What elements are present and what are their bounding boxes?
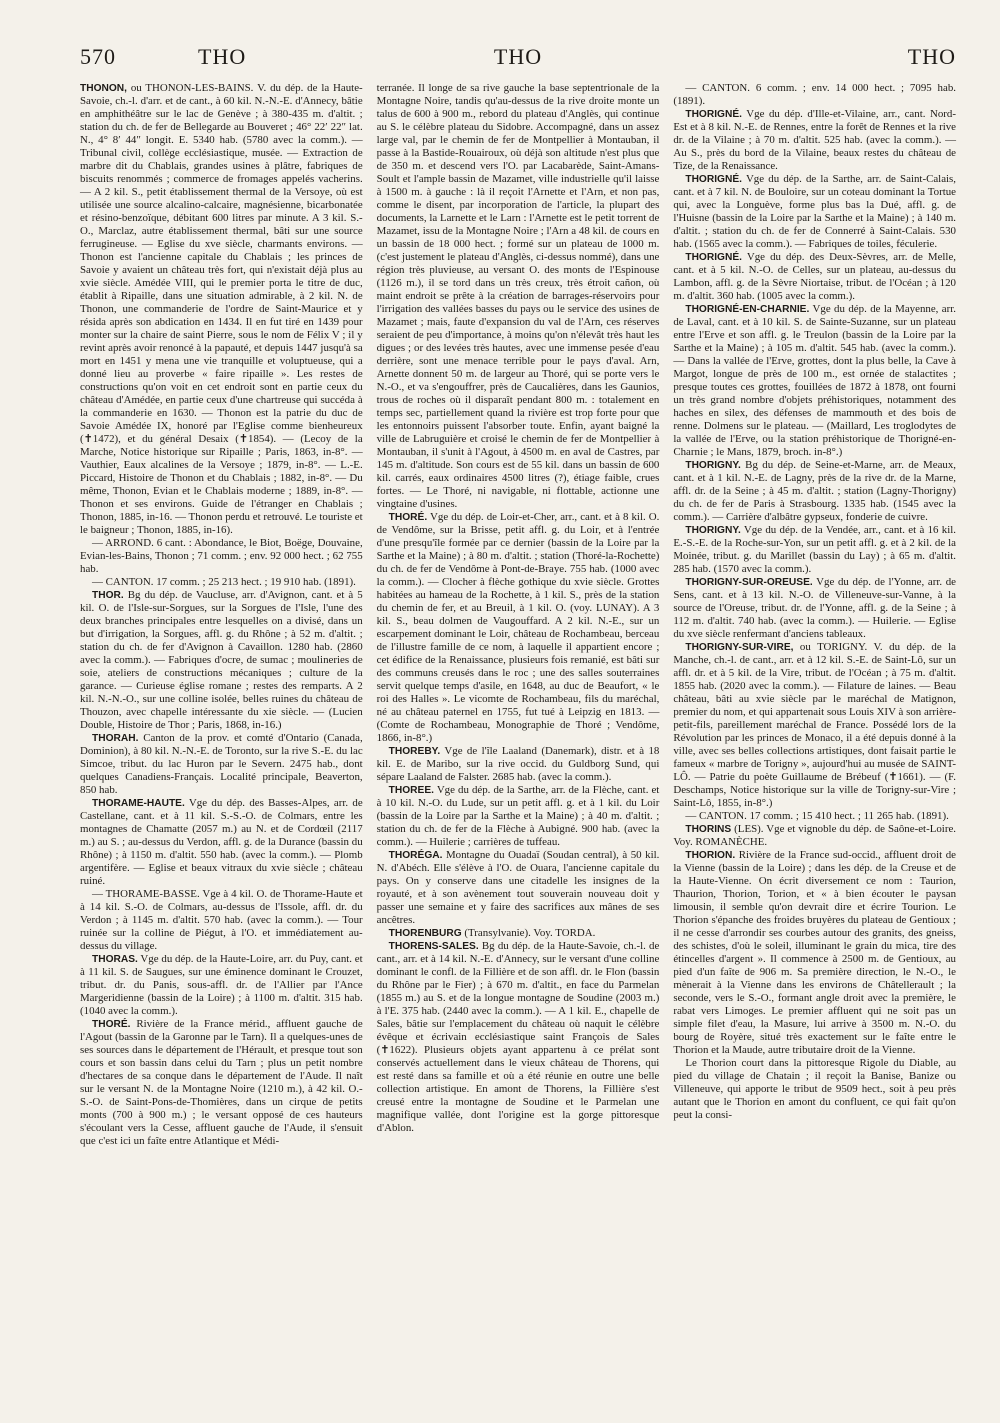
entry-headword: THOREE. xyxy=(388,785,434,796)
dictionary-entry xyxy=(377,940,660,1135)
entry-headword: THORAME-HAUTE. xyxy=(92,798,185,809)
dictionary-entry xyxy=(673,823,956,849)
entry-text: Vge du dép. de l'Yonne, arr. de Sens, cant. et à 13 kil. N.-O. de Villeneuve-sur-Vanne, à la source de l'Oreuse, tribut. dr. de l'Yonne, affl. g. de la Seine ; à 112 m. d'altit. 740 hab. (avec la comm.). — Huilerie. — Eglise du xve siècle renfermant d'anciens tableaux. xyxy=(673,576,957,640)
entry-text: Vge du dép. d'Ille-et-Vilaine, arr., cant. Nord-Est et à 8 kil. N.-E. de Rennes, entre la forêt de Rennes et la rive dr. de la Vilaine ; à 70 m. d'altit. 525 hab. (avec la comm.). — Au S., près du bord de la Vilaine, beaux restes du château de Tize, de la Renaissance. xyxy=(673,108,957,172)
entry-text: Bg du dép. de Vaucluse, arr. d'Avignon, cant. et à 5 kil. O. de l'Isle-sur-Sorgues, sur la Sorgues de l'Isle, l'une des deux branches principales entre lesquelles on a divisé, dans un but d'irrigation, la Sorgues, affl. g. du Rhône ; à 52 m. d'altit. ; station du ch. de fer d'Avignon à Cavaillon. 1280 hab. (2860 avec la comm.). — Fabriques d'ocre, de sumac ; moulineries de soie, ateliers de constructions mécaniques ; culture de la garance. — Curieuse église romane ; restes des remparts. A 2 kil. N.-N.-O., sur une colline isolée, belles ruines du château de Thouzon, avec chapelle intéressante du xie siècle. — (Lucien Double, Histoire de Thor ; Paris, 1868, in-16.) xyxy=(80,589,363,731)
dictionary-entry xyxy=(377,82,660,511)
dictionary-entry xyxy=(673,173,956,251)
running-head-right: THO xyxy=(907,44,956,69)
dictionary-entry xyxy=(377,927,660,940)
dictionary-entry xyxy=(80,537,363,576)
entry-text: — CANTON. 17 comm. ; 15 410 hect. ; 11 265 hab. (1891). xyxy=(685,810,949,822)
entry-text: Le Thorion court dans la pittoresque Rigole du Diable, au pied du village de Chatain ; il reçoit la Banise, Banize ou Villeneuve, qui apporte le tribut de 9509 hect., soit à peu près autant que le Thorion en amont du confluent, ce qui fait qu'on peut la consi- xyxy=(673,1057,957,1121)
entry-text: Rivière de la France mérid., affluent gauche de l'Agout (bassin de la Garonne par le Tarn). Il a quelques-unes de ses sources dans le département de l'Hérault, et presque tout son cours et son bassin dans celui du Tarn ; plus un petit nombre d'hectares de sa conque dans le département de l'Aude. Il naît sur le versant N. de la Montagne Noire (1210 m.), à 42 kil. O.-S.-O. de Saint-Pons-de-Thomières, dans un cirque de petits monts (700 à 900 m.) ; le versant opposé de ces hauteurs s'écoulant vers la Cesse, affluent gauche de l'Aude, il s'ensuit que c'est ici un faîte entre Atlantique et Médi- xyxy=(80,1018,363,1147)
entry-headword: THOR. xyxy=(92,590,124,601)
entry-headword: THORIGNÉ-EN-CHARNIE. xyxy=(685,304,810,315)
dictionary-entry xyxy=(673,1057,956,1122)
entry-headword: THORIGNY-SUR-OREUSE. xyxy=(685,577,813,588)
dictionary-entry xyxy=(673,251,956,303)
dictionary-entry xyxy=(80,953,363,1018)
entry-text: (LES). Vge et vignoble du dép. de Saône-et-Loire. Voy. ROMANÈCHE. xyxy=(673,823,957,848)
entry-headword: THORÉ. xyxy=(92,1019,131,1030)
dictionary-entry xyxy=(673,303,956,459)
entry-headword: THORIGNÉ. xyxy=(685,174,742,185)
entry-text: — THORAME-BASSE. Vge à 4 kil. O. de Thorame-Haute et à 14 kil. S.-O. de Colmars, au-dessus de l'Issole, affl. dr. du Verdon ; à 1145 m. d'altit. 570 hab. (avec la comm.). — Tour ruinée sur la colline de Piégut, à l'O. et immédiatement au-dessus du village. xyxy=(80,888,363,952)
dictionary-entry xyxy=(673,849,956,1057)
entry-headword: THONON, xyxy=(80,83,127,94)
entry-text: Rivière de la France sud-occid., affluent droit de la Vienne (bassin de la Loire) ; dans les dép. de la Creuse et de la Haute-Vienne. On écrit diversement ce nom : Taurion, Thaurion, Thorion, Torion, et « à bien écouter le paysan limousin, il semble qu'on devrait dire et écrire Tourion. Le Thorion s'épanche des froides bruyères du plateau de Gentioux ; il ne cesse d'arrondir ses courbes autour des granits, des gneiss, des schistes, d'où le soleil, illuminant le grain du mica, tire des étincelles d'argent ». Il commence à 2500 m. de Gentioux, au pied d'un faîte de 906 m. Sa première direction, le N.-O., le mènerait à la Vienne dans les environs de Châtellerault ; la seconde, vers le S.-O., formant angle droit avec la première, le rabat vers Limoges. Le premier affluent qui ne soit pas un simple filet d'eau, la Masure, lui arrive à 3500 m. N.-O. du bourg de Royère, situé très exactement sur le faîte entre le Thorion et la Maude, autre tributaire droit de la Vienne. xyxy=(673,849,957,1056)
dictionary-entry xyxy=(80,1018,363,1148)
dictionary-entry xyxy=(673,576,956,641)
entry-headword: THORIGNY-SUR-VIRE, xyxy=(685,642,794,653)
entry-text: Vge de l'île Laaland (Danemark), distr. et à 18 kil. E. de Maribo, sur la rive occid. du Guldborg Sund, qui sépare Laaland de Falster. 2685 hab. (avec la comm.). xyxy=(376,745,660,783)
column-3 xyxy=(673,82,956,1402)
entry-headword: THORIGNÉ. xyxy=(685,252,742,263)
running-head-left: THO xyxy=(198,44,247,69)
entry-headword: THORAH. xyxy=(92,733,139,744)
running-head-center: THO xyxy=(493,44,543,69)
dictionary-entry xyxy=(80,589,363,732)
dictionary-entry xyxy=(673,810,956,823)
entry-headword: THORÉ. xyxy=(388,512,428,523)
entry-text: (Transylvanie). Voy. TORDA. xyxy=(461,927,596,939)
column-1 xyxy=(80,82,363,1402)
entry-text: ou TORIGNY. V. du dép. de la Manche, ch.-l. de cant., arr. et à 12 kil. S.-E. de Saint-Lô, sur un affl. dr. et à 5 kil. de la Vire, tribut. de l'Océan ; à 75 m. d'altit. 1855 hab. (2020 avec la comm.). — Filature de laines. — Beau château, bâti au xvie siècle par le maréchal de Matignon, premier du nom, et qui appartenait sous Louis XIV à son arrière-petit-fils, pareillement maréchal de France. Possédé lors de la Révolution par les princes de Monaco, il a été depuis donné à la ville, avec ses belles collections artistiques, dont faisait partie le fameux « marbre de Torigny », aujourd'hui au musée de SAINT-LÔ. — Patrie du poète Guillaume de Brébeuf (✝1661). — (F. Deschamps, Notice historique sur la ville de Torigny-sur-Vire ; Saint-Lô, 1855, in-8°.) xyxy=(673,641,957,809)
entry-text: Vge du dép. des Basses-Alpes, arr. de Castellane, cant. et à 11 kil. S.-S.-O. de Colmars, entre les montagnes de Chamatte (2057 m.) au N. et de Cordœil (2117 m.) au S. ; au-dessus du Verdon, affl. g. de la Durance (bassin du Rhône) ; à 1150 m. d'altit. 550 hab. (avec la comm.). — Plomb argentifère. — Eglise et beaux vitraux du xvie siècle ; château ruiné. xyxy=(80,797,363,887)
page-number: 570 xyxy=(80,44,116,69)
entry-text: Montagne du Ouadaï (Soudan central), à 50 kil. N. d'Abéch. Elle s'élève à l'O. de Ouara, l'ancienne capitale du pays. On y conserve dans une citadelle les insignes de la royauté, et à son avènement tout souverain nouveau doit y passer une semaine et y faire des sacrifices aux mânes de ses ancêtres. xyxy=(376,849,660,926)
dictionary-entry xyxy=(80,888,363,953)
entry-headword: THORION. xyxy=(685,850,736,861)
entry-headword: THORÉGA. xyxy=(388,850,443,861)
dictionary-entry xyxy=(377,511,660,745)
entry-headword: THORIGNY. xyxy=(685,460,741,471)
entry-text: Bg du dép. de la Haute-Savoie, ch.-l. de cant., arr. et à 14 kil. N.-E. d'Annecy, sur le versant d'une colline dominant le confl. de la Fillière et de son affl. dr. le Flon (bassin du Rhône par le Fier) ; à 670 m. d'altit., en face du Parmelan (1855 m.) au S. et de la longue montagne de Soudine (2003 m.) à l'E. 375 hab. (2440 avec la comm.). — A 1 kil. E., chapelle de Sales, bâtie sur l'emplacement du château où naquit le célèbre évêque et écrivain ecclésiastique saint François de Sales (✝1622). Plusieurs objets ayant appartenu à ce prélat sont conservés actuellement dans le vieux château de Thorens, qui est resté dans sa famille et où a été réunie en outre une belle collection artistique. En amont de Thorens, la Fillière s'est creusé entre la montagne de Soudine et le Parmelan une magnifique vallée, dont l'origine est la gorge pittoresque d'Ablon. xyxy=(376,940,660,1134)
entry-text: Vge du dép. de la Vendée, arr., cant. et à 16 kil. E.-S.-E. de la Roche-sur-Yon, sur un petit affl. g. et à 2 kil. de la Moinée, tribut. g. du Marillet (bassin du Lay) ; à 65 m. d'altit. 285 hab. (1570 avec la comm.). xyxy=(673,524,957,575)
entry-headword: THORENS-SALES. xyxy=(388,941,479,952)
dictionary-entry xyxy=(80,797,363,888)
entry-text: Vge du dép. de la Mayenne, arr. de Laval, cant. et à 10 kil. S. de Sainte-Suzanne, sur un plateau entre l'Erve et son affl. g. le Treulon (bassin de la Loire par la Sarthe et la Maine) ; à 105 m. d'altit. 545 hab. (avec la comm.). — Dans la vallée de l'Erve, grottes, dont la plus belle, la Cave à Margot, longue de près de 100 m., est ornée de stalactites ; presque toutes ces grottes, fouillées de 1872 à 1878, ont fourni un très grand nombre d'objets préhistoriques, notamment des haches en silex, des défenses de mammouth et des bois de renne. Dolmens sur le plateau. — (Maillard, Les troglodytes de la vallée de l'Erve, ou la station préhistorique de Thorigné-en-Charnie ; le Mans, 1879, broch. in-8°.) xyxy=(673,303,957,458)
entry-text: terranée. Il longe de sa rive gauche la base septentrionale de la Montagne Noire, tandis qu'au-dessus de la rive droite monte un talus de 600 à 900 m., rebord du plateau d'Anglès, qui continue au S. le célèbre plateau du Sidobre. Accompagné, dans un assez large val, par le chemin de fer de Montpellier à Montauban, il passe à la Bastide-Rouairoux, où déjà son altitude n'est plus que de 350 m. et descend vers l'O. par Lacabarède, Saint-Amans-Soult et l'ample bassin de Mazamet, ville industrielle qu'il laisse à 1500 m. à gauche : là il reçoit l'Arnette et l'Arn, et non pas, comme le disent, par incorporation de l'article, la plupart des documents, la Larnette et le Larn : l'Arnette est le petit torrent de Mazamet, issu de la Montagne Noire ; l'Arn a 48 kil. de cours en un bassin de 18 000 hect. ; formé sur un plateau de 1000 m. (c'est justement le plateau d'Anglès, ci-dessus nommé), dans une région très pluvieuse, au versant O. des monts de l'Espinouse (1126 m.), il se tord dans un très creux, très étroit cañon, où maint endroit se prête à la création de barrages-réservoirs pour l'irrigation des vallées basses du pays ou le service des usines de Mazamet ; mais, faute d'expansion du val de l'Arn, ces réserves seraient de peu d'importance, à moins qu'on n'élevât très haut les digues ; or des levées très hautes, avec une immense pesée d'eau derrière, sont une menace terrible pour le pays d'aval. Arn, Arnette donnent 50 m. de largeur au Thoré, qui se porte vers le N.-O., et va s'engouffrer, près de Caucalières, dans les Gaunios, trous de roches où il disparaît pendant 800 m. : totalement en temps sec, partiellement quand la rivière est trop forte pour que les entonnoirs puissent l'absorber toute. Enfin, ayant baigné la ville de Labruguière et croisé le chemin de fer de Montpellier à Montauban, il s'unit à l'Agout, à 4500 m. en aval de Castres, par 145 m. d'altitude. Son cours est de 55 kil. dans un bassin de 600 kil. carrés, eaux ordinaires 4500 litres (?), étiage faible, crues fortes. — Le Thoré, ni navigable, ni flottable, actionne une vingtaine d'usines. xyxy=(376,82,660,510)
column-2 xyxy=(377,82,660,1402)
dictionary-entry xyxy=(673,82,956,108)
entry-text: — ARROND. 6 cant. : Abondance, le Biot, Boëge, Douvaine, Evian-les-Bains, Thonon ; 71 comm. ; env. 92 000 hect. ; 62 755 hab. xyxy=(80,537,363,575)
entry-text: — CANTON. 17 comm. ; 25 213 hect. ; 19 910 hab. (1891). xyxy=(92,576,356,588)
entry-text: Vge du dép. de Loir-et-Cher, arr., cant. et à 8 kil. O. de Vendôme, sur la Brisse, petit affl. g. du Loir, et à l'entrée d'une presqu'île formée par ce dernier (bassin de la Loire par la Sarthe et la Maine) ; à 80 m. d'altit. ; station (Thoré-la-Rochette) du ch. de fer de Vendôme à Pont-de-Braye. 755 hab. (1000 avec la comm.). — Clocher à flèche gothique du xvie siècle. Grottes habitées au hameau de la Rochette, à 1 kil. S., près de la station du chemin de fer, et au Breuil, à 1 kil. O. (voy. LUNAY). A 3 kil. S., beau dolmen de Vaugouffard. A 2 kil. N.-E., sur un escarpement dominant le Loir, château de Rochambeau, berceau de l'illustre famille de ce nom, à laquelle il appartient encore ; cet édifice de la Renaissance, plusieurs fois remanié, est bâti sur des communs creusés dans le roc ; une des salles souterraines servit quelque temps d'asile, en 1648, au duc de Beaufort, « le roi des Halles ». Le vicomte de Rochambeau, fils du maréchal, né au château paternel en 1755, fut tué à Leipzig en 1813. — (Comte de Rochambeau, Monographie de Thoré ; Vendôme, 1866, in-8°.) xyxy=(376,511,660,744)
entry-text: Vge du dép. de la Haute-Loire, arr. du Puy, cant. et à 11 kil. S. de Saugues, sur une éminence dominant le Crouzet, tribut. dr. du Panis, sous-affl. dr. de l'Allier par l'Ance Margeridienne (bassin de la Loire) ; à 1100 m. d'altit. 315 hab. (1040 avec la comm.). xyxy=(80,953,363,1017)
entry-headword: THORAS. xyxy=(92,954,138,965)
entry-text: ou THONON-LES-BAINS. V. du dép. de la Haute-Savoie, ch.-l. d'arr. et de cant., à 60 kil. N.-N.-E. d'Annecy, bâtie en amphithéâtre sur le lac de Genève ; à 380-435 m. d'altit. ; station du ch. de fer de Bellegarde au Bouveret ; 46° 22′ 22″ lat. N., 4° 8′ 44″ longit. E. 5340 hab. (5780 avec la comm.). — Tribunal civil, collège ecclésiastique, musée. — Extraction de marbre dit du Chablais, grandes usines à plâtre, fabriques de biscuits renommés ; commerce de fromages appelés vacherins. — A 2 kil. S., petit établissement thermal de la Versoye, où est utilisée une source alcalino-calcaire, magnésienne, bicarbonatée et résino-benzoïque, débitant 600 litres par minute. A 3 kil. S.-O., Marclaz, autre établissement thermal, bâti sur une source ferrugineuse. — Eglise du xve siècle, charmants environs. — Thonon est l'ancienne capitale du Chablais ; les princes de Savoie y avaient un château très fort, qui n'existait déjà plus au xvie siècle. Amédée VIII, qui le premier porta le titre de duc, établit à Ripaille, dans une situation admirable, à 2 kil. N. de Thonon, une commanderie de l'ordre de Saint-Maurice et y résida après son abdication en 1434. Il en fut tiré en 1439 pour monter sur la chaire de saint Pierre, sous le nom de Félix V ; il y revint après avoir renoncé à la papauté, et depuis 1447 jusqu'à sa mort en 1451 y mena une vie tranquille et voluptueuse, qui a donné lieu au proverbe « faire ripaille ». Les restes de constructions qu'on voit en cet endroit sont en partie ceux du château d'Amédée, en partie ceux d'une chartreuse qui succéda à la commanderie en 1630. — Thonon est la patrie du duc de Savoie Amédée IX, honoré par l'Eglise comme bienheureux (✝1472), et du général Desaix (✝1854). — (Lecoy de la Marche, Notice historique sur Ripaille ; Paris, 1863, in-8°. — Vauthier, Eaux alcalines de la Versoye ; 1879, in-8°. — L.-E. Piccard, Histoire de Thonon et du Chablais ; 1882, in-8°. — Du même, Thonon, Evian et le Chablais moderne ; 1889, in-8°. — Thonon et ses environs. Guide de l'étranger en Chablais ; Thonon, 1885, in-16. — Thonon perdu et retrouvé. Le touriste et le baigneur ; Thonon, 1885, in-16). xyxy=(80,82,363,536)
dictionary-entry xyxy=(377,784,660,849)
entry-headword: THORENBURG xyxy=(388,928,462,939)
entry-headword: THOREBY. xyxy=(388,746,441,757)
entry-headword: THORINS xyxy=(685,824,732,835)
dictionary-entry xyxy=(80,576,363,589)
dictionary-entry xyxy=(80,732,363,797)
dictionary-entry xyxy=(673,641,956,810)
dictionary-entry xyxy=(673,108,956,173)
entry-headword: THORIGNY. xyxy=(685,525,741,536)
dictionary-entry xyxy=(673,459,956,524)
entry-text: Bg du dép. de Seine-et-Marne, arr. de Meaux, cant. et à 1 kil. N.-E. de Lagny, près de la rive dr. de la Marne, affl. dr. de la Seine ; à 45 m. d'altit. ; station (Lagny-Thorigny) du ch. de fer de Paris à Strasbourg. 1335 hab. (1545 avec la comm.). — Carrière d'albâtre gypseux, fonderie de cuivre. xyxy=(673,459,957,523)
entry-headword: THORIGNÉ. xyxy=(685,109,742,120)
dictionary-entry xyxy=(80,82,363,537)
dictionary-entry xyxy=(673,524,956,576)
entry-text: Vge du dép. de la Sarthe, arr. de Saint-Calais, cant. et à 7 kil. N. de Bouloire, sur un coteau dominant la Tortue qui, avec la Longuève, forme plus bas la Dué, affl. g. de l'Huisne (bassin de la Loire par la Sarthe et la Maine) ; à 140 m. d'altit. ; station du ch. de fer de Connerré à Saint-Calais. 530 hab. (1565 avec la comm.). — Fabriques de toiles, féculerie. xyxy=(673,173,957,250)
entry-text: Canton de la prov. et comté d'Ontario (Canada, Dominion), à 80 kil. N.-N.-E. de Toronto, sur la rive S.-E. du lac Simcoe, tribut. du lac Huron par le Severn. 2475 hab., dont quelques Canadiens-Français. Localité principale, Beaverton, 850 hab. xyxy=(80,732,363,796)
entry-text: Vge du dép. de la Sarthe, arr. de la Flèche, cant. et à 10 kil. N.-O. du Lude, sur un petit affl. g. et à 1 kil. du Loir (bassin de la Loire par la Sarthe et la Maine) ; à 40 m. d'altit. ; station du ch. de fer de la Flèche à Aubigné. 900 hab. (avec la comm.). — Huilerie ; carrières de tuffeau. xyxy=(376,784,660,848)
text-columns xyxy=(80,82,956,1402)
dictionary-entry xyxy=(377,849,660,927)
dictionary-entry xyxy=(377,745,660,784)
entry-text: Vge du dép. des Deux-Sèvres, arr. de Melle, cant. et à 5 kil. N.-O. de Celles, sur un plateau, au-dessus du Lambon, affl. g. de la Sèvre Niortaise, tribut. de l'Océan ; à 120 m. d'altit. 360 hab. (1005 avec la comm.). xyxy=(673,251,957,302)
entry-text: — CANTON. 6 comm. ; env. 14 000 hect. ; 7095 hab. (1891). xyxy=(673,82,957,107)
running-head xyxy=(80,44,956,74)
